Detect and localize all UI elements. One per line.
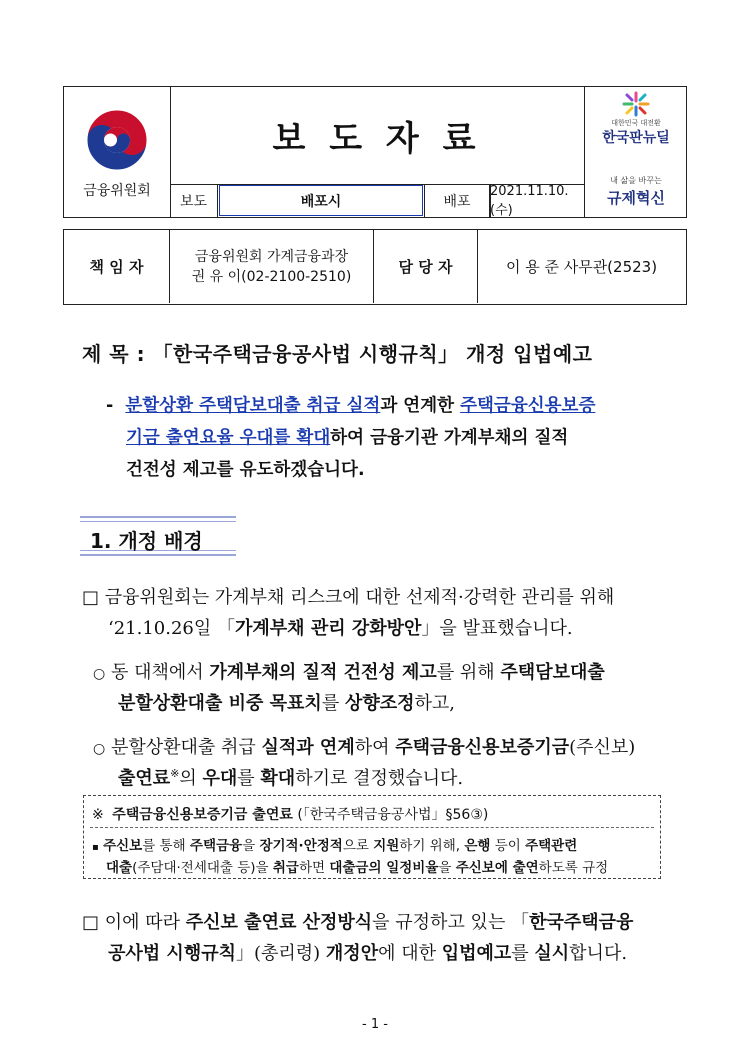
para1-line-2: ‘21.10.26일 「가계부채 관리 강화방안」을 발표했습니다.: [108, 618, 573, 639]
sub1-line-2: 분할상환대출 비중 목표치를 상향조정하고,: [118, 693, 455, 714]
doc-title: 보 도 자 료: [272, 119, 482, 159]
badge-cell: [584, 87, 687, 217]
summary-line-1: - 분할상환 주택담보대출 취급 실적과 연계한 주택금융신용보증: [106, 396, 596, 416]
note-line-2: 대출(주담대·전세대출 등)을 취급하면 대출금의 일정비율을 주신보에 출연하도록 규정: [106, 860, 609, 876]
note-heading: ※ 주택금융신용보증기금 출연료 (「한국주택금융공사법」§56③): [92, 807, 489, 823]
summary-line-3: 건전성 제고를 유도하겠습니다.: [126, 460, 365, 480]
press-header: [63, 86, 687, 218]
section-heading: 1. 개정 배경: [90, 529, 203, 553]
para2-line-2: 공사법 시행규칙」(총리령) 개정안에 대한 입법예고를 실시합니다.: [108, 943, 628, 964]
note-box: [83, 795, 661, 879]
org-name: 금융위원회: [83, 183, 151, 199]
logo-cell: [64, 87, 171, 217]
sub2-line-1: ○ 분할상환대출 취급 실적과 연계하여 주택금융신용보증기금(주신보): [93, 737, 636, 758]
report-label: 보도: [170, 184, 218, 217]
note-line-1: ▪ 주신보를 통해 주택금융을 장기적·안정적으로 지원하기 위해, 은행 등이 주택관련: [92, 838, 578, 854]
sub2-line-2: 출연료※의 우대를 확대하기로 결정했습니다.: [118, 767, 464, 789]
dist-label: 배포: [424, 184, 490, 217]
page-number: - 1 -: [362, 1017, 388, 1032]
report-value: 배포시: [218, 184, 424, 217]
responsible-label: 책 임 자: [64, 230, 170, 303]
badge2-small: 내 삶을 바꾸는: [610, 176, 662, 185]
title-cell: [170, 87, 584, 185]
contact-label: 담 당 자: [374, 230, 478, 303]
government-emblem-icon: [84, 107, 150, 173]
para1-line-1: □ 금융위원회는 가계부채 리스크에 대한 선제적·강력한 관리를 위해: [82, 587, 615, 608]
responsible-info: [170, 230, 374, 303]
sub1-line-1: ○ 동 대책에서 가계부채의 질적 건전성 제고를 위해 주택담보대출: [93, 662, 605, 683]
responsible-person: 권 유 이(02-2100-2510): [191, 268, 352, 285]
summary-line-2: 기금 출연요율 우대를 확대하여 금융기관 가계부채의 질적: [126, 428, 569, 448]
responsible-dept: 금융위원회 가계금융과장: [194, 248, 349, 265]
contact-person: 이 용 준 사무관(2523): [505, 258, 658, 276]
badge1-main: 한국판뉴딜: [602, 130, 670, 146]
press-release-title: 제 목 : 「한국주택금융공사법 시행규칙」 개정 입법예고: [82, 342, 593, 366]
badge1-small: 대한민국 대전환: [611, 119, 661, 127]
badge2-main: 규제혁신: [607, 189, 665, 207]
new-deal-star-icon: [621, 91, 651, 117]
contact-table: [63, 229, 687, 305]
dist-date: 2021.11.10.(수): [490, 183, 569, 218]
distribution-row: [170, 184, 584, 217]
para2-line-1: □ 이에 따라 주신보 출연료 산정방식을 규정하고 있는 「한국주택금융: [82, 912, 634, 933]
